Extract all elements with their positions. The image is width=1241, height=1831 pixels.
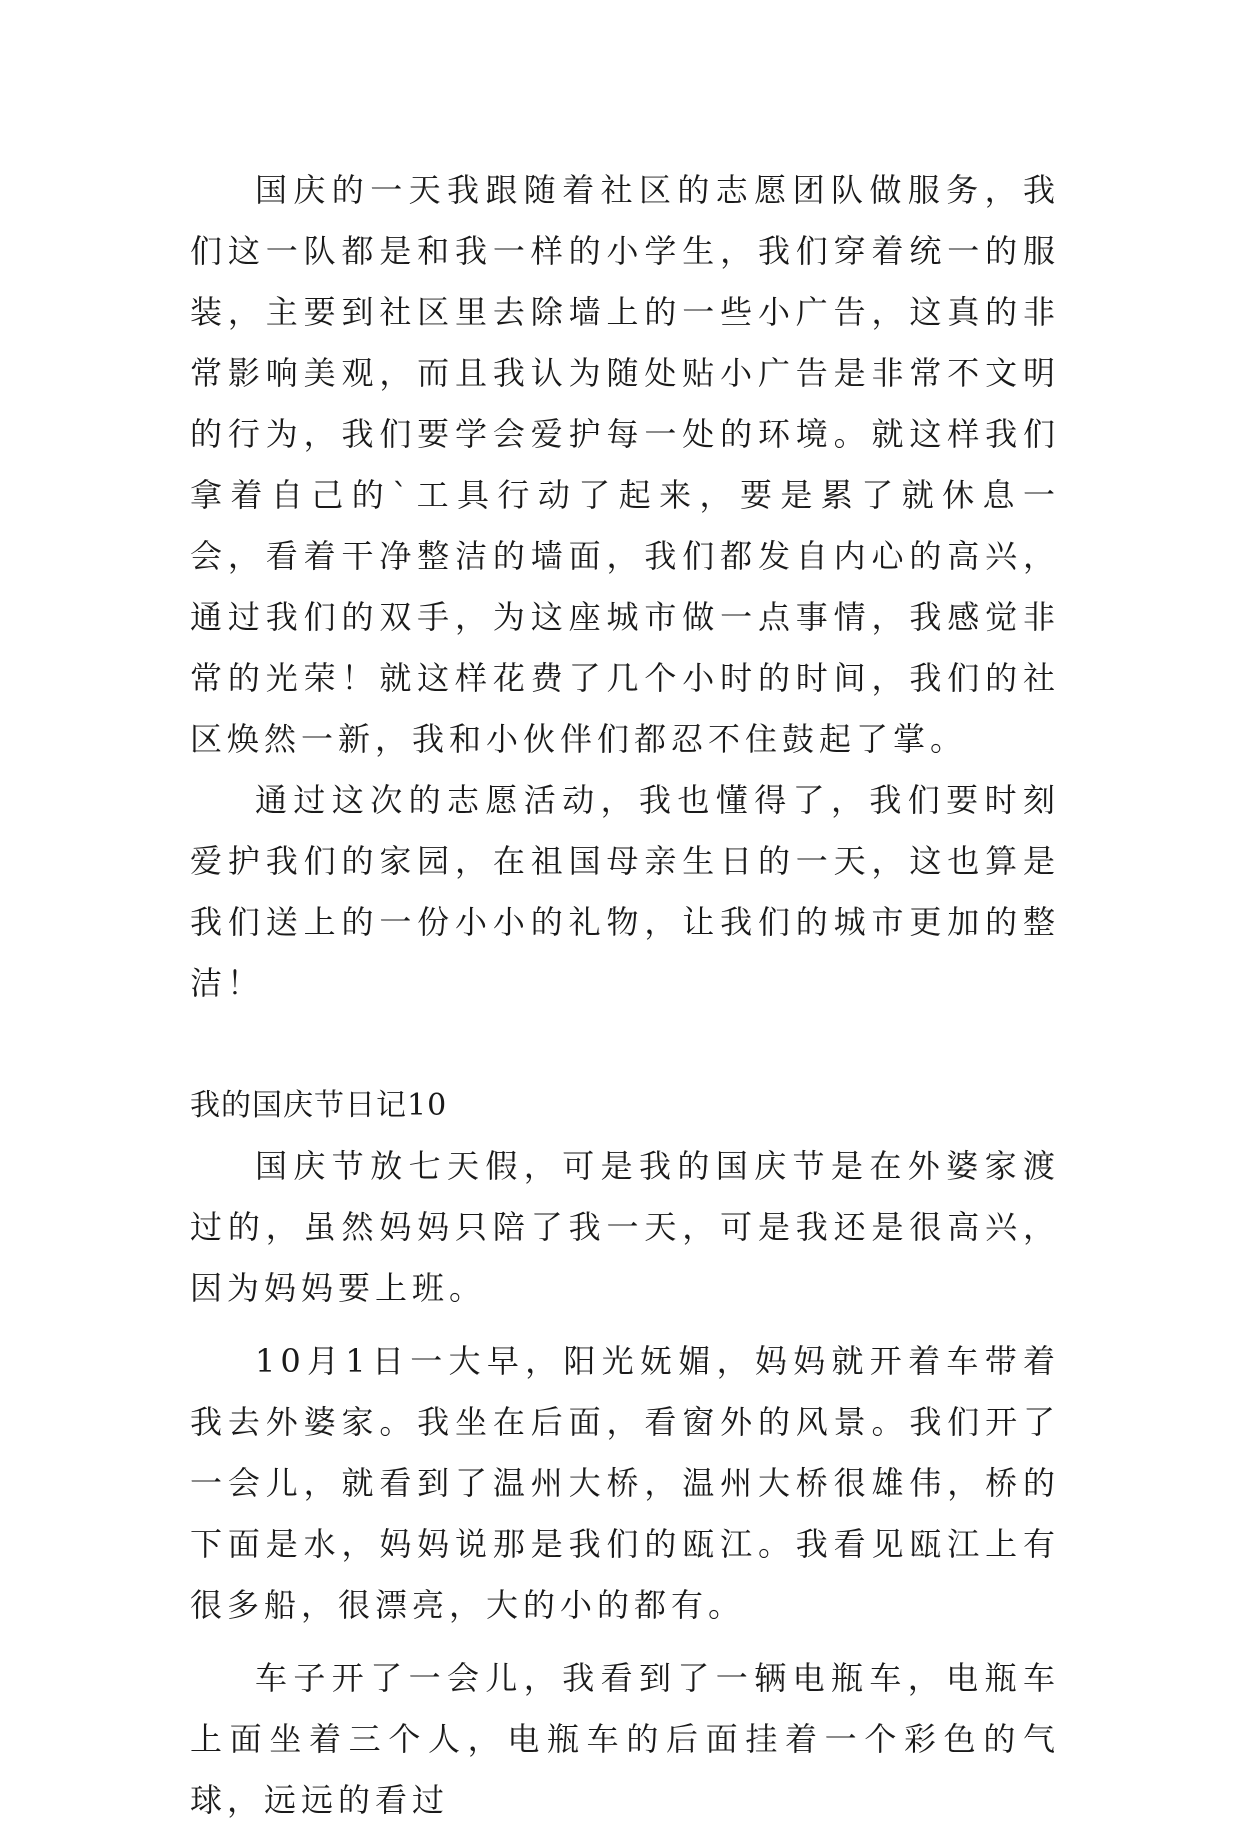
- paragraph-scooter: 车子开了一会儿，我看到了一辆电瓶车，电瓶车上面坐着三个人，电瓶车的后面挂着一个彩色的气球，远远的看过: [190, 1659, 1060, 1819]
- document-body: [190, 160, 1060, 1831]
- paragraph-holiday-intro: 国庆节放七天假，可是我的国庆节是在外婆家渡过的，虽然妈妈只陪了我一天，可是我还是很高兴，因为妈妈要上班。: [190, 1147, 1060, 1307]
- section-title: 我的国庆节日记10: [190, 1088, 448, 1123]
- paragraph-volunteer-reflection: 通过这次的志愿活动，我也懂得了，我们要时刻爱护我们的家园，在祖国母亲生日的一天，这也算是我们送上的一份小小的礼物，让我们的城市更加的整洁！: [190, 781, 1060, 1002]
- paragraph-volunteer-service: 国庆的一天我跟随着社区的志愿团队做服务，我们这一队都是和我一样的小学生，我们穿着统一的服装，主要到社区里去除墙上的一些小广告，这真的非常影响美观，而且我认为随处贴小广告是非常不文明的行为，我们要学会爱护每一处的环境。就这样我们拿着自己的`工具行动了起来，要是累了就休息一会，看着干净整洁的墙面，我们都发自内心的高兴，通过我们的双手，为这座城市做一点事情，我感觉非常的光荣！就这样花费了几个小时的时间，我们的社区焕然一新，我和小伙伴们都忍不住鼓起了掌。: [190, 171, 1060, 758]
- paragraph-oct-first: 10月1日一大早，阳光妩媚，妈妈就开着车带着我去外婆家。我坐在后面，看窗外的风景。我们开了一会儿，就看到了温州大桥，温州大桥很雄伟，桥的下面是水，妈妈说那是我们的瓯江。我看见瓯江上有很多船，很漂亮，大的小的都有。: [190, 1342, 1060, 1624]
